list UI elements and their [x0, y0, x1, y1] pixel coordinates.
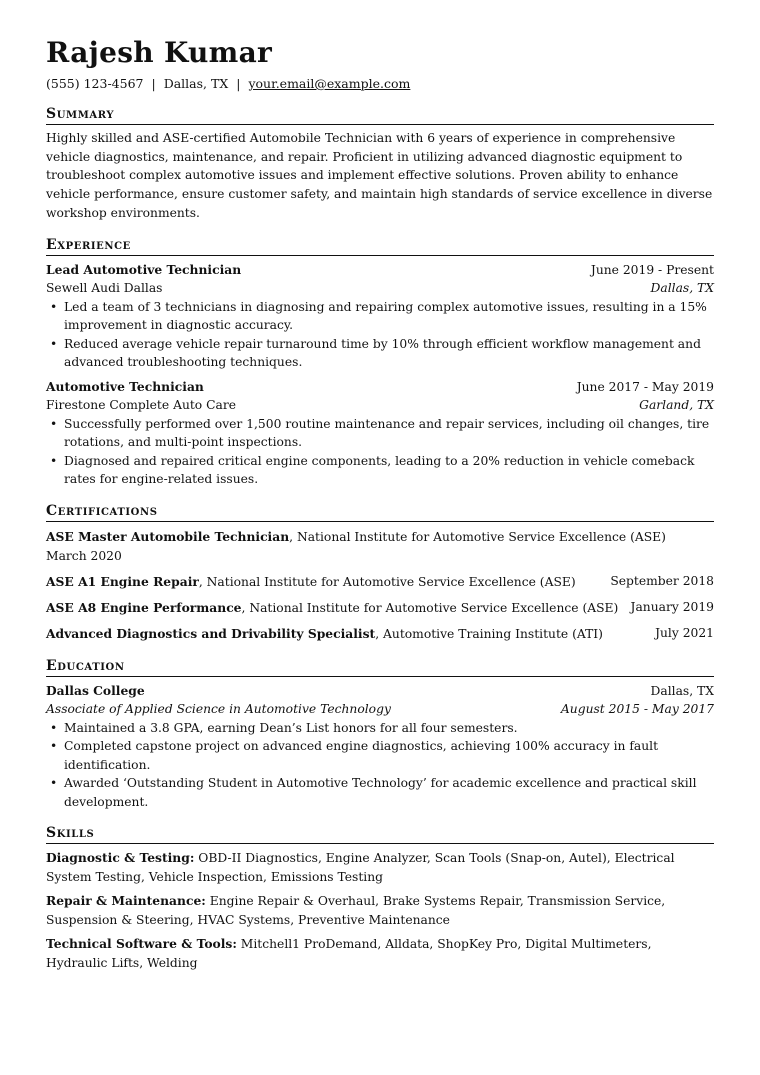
school-location: Dallas, TX	[650, 683, 714, 698]
separator: |	[236, 76, 241, 91]
bullet-item: • Completed capstone project on advanced engine diagnostics, achieving 100% accuracy in fault identification.	[64, 737, 714, 774]
phone: (555) 123-4567	[46, 76, 144, 91]
job-role: Lead Automotive Technician	[46, 261, 242, 277]
skill-text: Mitchell1 ProDemand, Alldata, ShopKey Pro, Digital Multimeters, Hydraulic Lifts, Welding	[46, 937, 652, 970]
bullet-item: • Maintained a 3.8 GPA, earning Dean’s List honors for all four semesters.	[64, 719, 714, 738]
cert-date: September 2018	[610, 573, 714, 588]
skill-group	[46, 935, 714, 972]
degree: Associate of Applied Science in Automotive Technology	[46, 702, 391, 717]
job-location: Garland, TX	[639, 398, 714, 413]
skill-text: Engine Repair & Overhaul, Brake Systems Repair, Transmission Service, Suspension & Steering, HVAC Systems, Preventive Maintenance	[46, 894, 666, 927]
cert-issuer: , National Institute for Automotive Service Excellence (ASE)	[289, 529, 666, 544]
education-bullets	[46, 719, 714, 812]
job-entry	[46, 378, 714, 489]
job-header	[46, 261, 714, 280]
job-subheader	[46, 396, 714, 415]
job-header	[46, 378, 714, 397]
education-dates: August 2015 - May 2017	[560, 702, 714, 717]
cert-date: March 2020	[46, 548, 122, 563]
section-title-education: Education	[46, 657, 714, 677]
job-role: Automotive Technician	[46, 378, 204, 394]
education-entry	[46, 682, 714, 812]
cert-name: Advanced Diagnostics and Drivability Specialist	[46, 625, 376, 641]
section-title-summary: Summary	[46, 105, 714, 125]
skill-label: Diagnostic & Testing:	[46, 850, 195, 866]
location: Dallas, TX	[163, 76, 229, 91]
skill-group	[46, 892, 714, 929]
education-header	[46, 682, 714, 701]
skill-label: Technical Software & Tools:	[46, 936, 237, 952]
cert-date: July 2021	[655, 625, 714, 640]
education-subheader	[46, 700, 714, 719]
job-company: Sewell Audi Dallas	[46, 281, 163, 296]
job-subheader	[46, 279, 714, 298]
cert-issuer: , National Institute for Automotive Service Excellence (ASE)	[241, 600, 619, 615]
job-dates: June 2019 - Present	[590, 262, 714, 277]
separator: |	[151, 76, 156, 91]
school-name: Dallas College	[46, 682, 145, 698]
cert-issuer: , Automotive Training Institute (ATI)	[375, 626, 603, 641]
job-bullets	[46, 415, 714, 489]
certification-item	[46, 624, 714, 644]
cert-name: ASE A8 Engine Performance	[46, 599, 242, 615]
cert-name: ASE Master Automobile Technician	[46, 528, 290, 544]
bullet-item: • Diagnosed and repaired critical engine components, leading to a 20% reduction in vehicle comeback rates for engine-related issues.	[64, 452, 714, 489]
bullet-item: • Successfully performed over 1,500 routine maintenance and repair services, including oil changes, tire rotations, and multi-point inspections.	[64, 415, 714, 452]
cert-date: January 2019	[630, 599, 714, 614]
summary-text: Highly skilled and ASE-certified Automobile Technician with 6 years of experience in comprehensive vehicle diagnostics, maintenance, and repair. Proficient in utilizing advanced diagnostic equipment to troubleshoot complex automotive issues and implement effective solutions. Proven ability to enhance vehicle performance, ensure customer safety, and maintain high standards of service excellence in diverse workshop environments.	[46, 131, 713, 220]
email-link[interactable]: your.email@example.com	[248, 76, 411, 91]
section-title-experience: Experience	[46, 236, 714, 256]
skill-label: Repair & Maintenance:	[46, 893, 206, 909]
job-bullets	[46, 298, 714, 372]
section-title-skills: Skills	[46, 824, 714, 844]
resume-page	[46, 36, 714, 972]
certification-item	[46, 527, 714, 566]
job-location: Dallas, TX	[650, 281, 714, 296]
section-title-certifications: Certifications	[46, 502, 714, 522]
job-entry	[46, 261, 714, 372]
certification-item	[46, 598, 714, 618]
skill-group	[46, 849, 714, 886]
contact-line	[46, 76, 714, 92]
certification-item	[46, 572, 714, 592]
job-company: Firestone Complete Auto Care	[46, 398, 237, 413]
cert-issuer: , National Institute for Automotive Service Excellence (ASE)	[198, 574, 576, 589]
job-dates: June 2017 - May 2019	[576, 379, 714, 394]
skill-text: OBD-II Diagnostics, Engine Analyzer, Scan Tools (Snap-on, Autel), Electrical System Testing, Vehicle Inspection, Emissions Testing	[46, 851, 675, 884]
cert-name: ASE A1 Engine Repair	[46, 573, 199, 589]
bullet-item: • Awarded ‘Outstanding Student in Automotive Technology’ for academic excellence and practical skill development.	[64, 774, 714, 811]
candidate-name: Rajesh Kumar	[46, 36, 273, 69]
bullet-item: • Led a team of 3 technicians in diagnosing and repairing complex automotive issues, resulting in a 15% improvement in diagnostic accuracy.	[64, 298, 714, 335]
bullet-item: • Reduced average vehicle repair turnaround time by 10% through efficient workflow management and advanced troubleshooting techniques.	[64, 335, 714, 372]
